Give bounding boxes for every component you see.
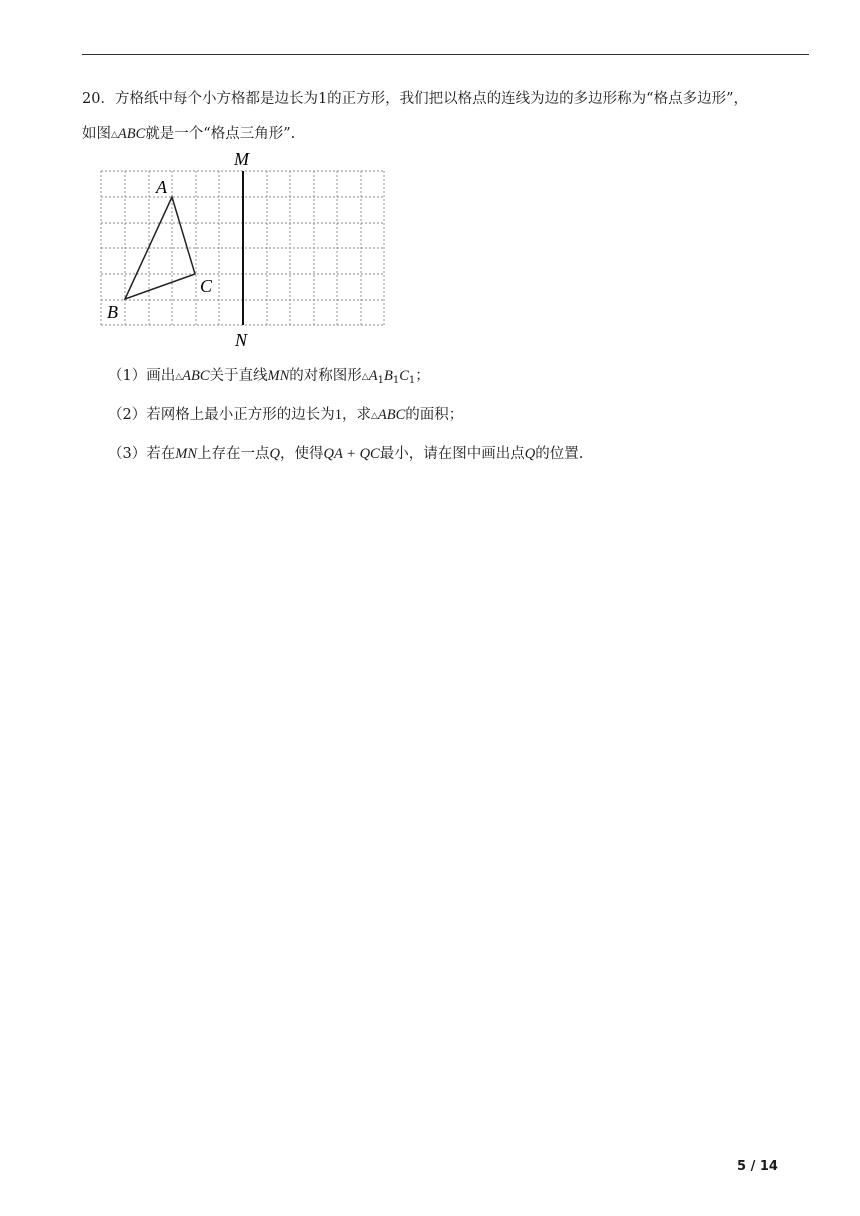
q1-text-d: ； bbox=[415, 368, 430, 384]
triangle-symbol: △ bbox=[361, 372, 369, 382]
label-c: C bbox=[200, 276, 213, 296]
q1-text-c: 的对称图形 bbox=[289, 368, 362, 384]
q3-text-b: 上存在一点 bbox=[196, 446, 270, 462]
subscript: 1 bbox=[408, 375, 416, 386]
q3-text-a: 若在 bbox=[146, 446, 176, 462]
label-m: M bbox=[234, 149, 249, 169]
q1-text-a: 画出 bbox=[146, 368, 176, 384]
math-c1: C bbox=[399, 368, 409, 384]
problem-text-1: 方格纸中每个小方格都是边长为1的正方形，我们把以格点的连线为边的多边形称为“格点多边形”， bbox=[114, 91, 749, 107]
problem-text-2b: 就是一个“格点三角形”. bbox=[145, 126, 296, 142]
triangle-symbol: △ bbox=[370, 411, 378, 421]
triangle-symbol: △ bbox=[175, 372, 183, 382]
problem-line-1 bbox=[82, 89, 748, 109]
math-a1: A bbox=[368, 368, 378, 384]
label-n: N bbox=[235, 330, 248, 350]
q1-text-b: 关于直线 bbox=[209, 368, 268, 384]
math-mn: MN bbox=[175, 446, 197, 462]
triangle-abc bbox=[125, 197, 195, 299]
problem-text-2a: 如图 bbox=[82, 126, 111, 142]
question-3 bbox=[108, 444, 583, 464]
grid-figure bbox=[96, 148, 396, 353]
question-2 bbox=[108, 405, 463, 426]
math-abc: ABC bbox=[182, 368, 210, 384]
q1-number: （1） bbox=[108, 368, 147, 384]
header-rule bbox=[82, 54, 809, 55]
q3-text-c: ，使得 bbox=[279, 446, 324, 462]
math-q: Q bbox=[269, 446, 280, 462]
subscript: 1 bbox=[377, 375, 384, 386]
q2-text-a: 若网格上最小正方形的边长为 bbox=[146, 407, 335, 423]
triangle-symbol: △ bbox=[111, 130, 118, 140]
math-one: 1 bbox=[334, 407, 342, 423]
math-abc: ABC bbox=[117, 126, 146, 142]
q2-text-b: ，求 bbox=[341, 407, 371, 423]
subscript: 1 bbox=[392, 375, 400, 386]
page-number: 5 / 14 bbox=[737, 1159, 778, 1174]
q2-text-c: 的面积； bbox=[405, 407, 464, 423]
math-mn: MN bbox=[267, 368, 290, 384]
q2-number: （2） bbox=[108, 407, 147, 423]
q3-number: （3） bbox=[108, 446, 147, 462]
q3-text-e: 的位置. bbox=[535, 446, 584, 462]
math-b1: B bbox=[383, 368, 393, 384]
problem-line-2 bbox=[82, 124, 295, 145]
label-b: B bbox=[107, 302, 118, 322]
math-qa-plus-qc: QA + QC bbox=[323, 446, 380, 462]
label-a: A bbox=[156, 177, 167, 197]
math-q: Q bbox=[524, 446, 536, 462]
math-abc: ABC bbox=[377, 407, 406, 423]
q3-text-d: 最小，请在图中画出点 bbox=[379, 446, 525, 462]
question-1 bbox=[108, 366, 430, 391]
problem-number: 20． bbox=[82, 91, 115, 107]
